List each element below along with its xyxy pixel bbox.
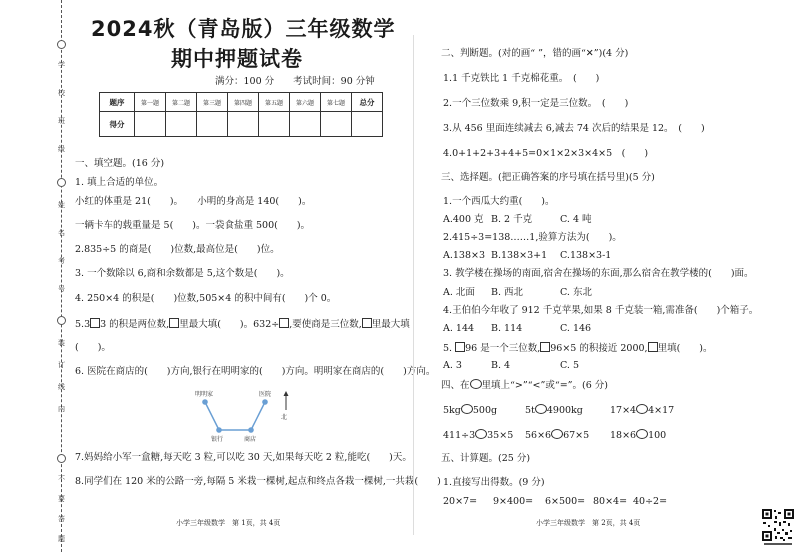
binding-char: 考 [58, 257, 65, 265]
choice-5-option-b: B. 4 [491, 360, 511, 371]
map-route [205, 402, 219, 430]
binding-char: 校 [58, 89, 65, 97]
qr-code-icon [761, 508, 795, 546]
compare-left: 5kg [443, 405, 461, 416]
binding-char: 订 [58, 361, 65, 369]
compare-left: 5t [525, 405, 535, 416]
choice-1-option-c: C. 4 吨 [560, 214, 592, 225]
compare-item [610, 429, 666, 442]
compare-blank[interactable] [475, 429, 487, 439]
map-point-hospital [262, 399, 268, 405]
binding-char: 号 [58, 285, 65, 293]
score-cell: 得分 [100, 112, 135, 137]
calc-item[interactable]: 9×400= [493, 496, 534, 507]
blank-box[interactable] [648, 342, 658, 352]
choice-5-option-a: A. 3 [443, 360, 462, 371]
question-3: 3. 一个数除以 6,商和余数都是 5,这个数是( )。 [75, 268, 290, 279]
page-title: 2024秋（青岛版）三年级数学 [91, 17, 396, 41]
score-input-cell[interactable] [166, 112, 197, 137]
score-cell: 第七题 [321, 93, 352, 112]
compare-item [610, 404, 674, 417]
compare-item [525, 429, 589, 442]
map-label-shop: 商店 [244, 436, 257, 443]
compare-right: 4900kg [546, 405, 583, 416]
binding-char: 不 [58, 475, 65, 483]
map-point-bank [216, 427, 222, 433]
binding-hole [57, 454, 66, 463]
score-input-cell[interactable] [321, 112, 352, 137]
binding-char: 答 [58, 515, 65, 523]
question-6: 6. 医院在商店的( )方向,银行在明明家的( )方向。明明家在商店的( )方向。 [75, 366, 436, 377]
question-1: 1. 填上合适的单位。 [75, 177, 164, 188]
score-input-cell[interactable] [197, 112, 228, 137]
judge-3: 3.从 456 里面连续减去 6,减去 74 次后的结果是 12。 ( ) [443, 123, 705, 134]
binding-hole [57, 316, 66, 325]
binding-hole [57, 178, 66, 187]
binding-char: 姓 [58, 201, 65, 209]
score-cell: 题序 [100, 93, 135, 112]
calc-item[interactable]: 80×4= [593, 496, 628, 507]
judge-2: 2.一个三位数乘 9,积一定是三位数。 ( ) [443, 98, 629, 109]
question-2: 2.835÷5 的商是( )位数,最高位是( )位。 [75, 244, 280, 255]
score-table [99, 92, 383, 137]
compare-right: 500g [472, 405, 498, 416]
score-cell: 第六题 [290, 93, 321, 112]
compare-blank[interactable] [636, 404, 648, 414]
question-1b: 一辆卡车的载重量是 5( )。一袋食盐重 500( )。 [75, 220, 311, 231]
north-label: 北 [281, 414, 288, 421]
compare-left: 18×6 [610, 430, 637, 441]
compare-blank[interactable] [551, 429, 563, 439]
question-4: 4. 250×4 的积是( )位数,505×4 的积中间有( )个 0。 [75, 293, 337, 304]
compare-oval-icon [470, 379, 482, 389]
sec4-text: 四、在 [441, 380, 470, 391]
choice-4-option-c: C. 146 [560, 323, 592, 334]
page-footer-left: 小学三年级数学 第 1页，共 4页 [176, 519, 281, 527]
choice-4: 4.王伯伯今年收了 912 千克苹果,如果 8 千克装一箱,需准备( )个箱子。 [443, 305, 759, 316]
map-point-shop [248, 427, 254, 433]
score-input-cell[interactable] [290, 112, 321, 137]
choice-4-option-b: B. 114 [491, 323, 523, 334]
blank-box[interactable] [279, 318, 289, 328]
choice-5-option-c: C. 5 [560, 360, 580, 371]
c5-text: 96×5 的积接近 2000, [550, 343, 648, 354]
compare-left: 17×4 [610, 405, 637, 416]
q5-text: 3 的积是两位数, [100, 319, 170, 330]
choice-1: 1.一个西瓜大约重( )。 [443, 196, 555, 207]
compare-left: 411÷3 [443, 430, 476, 441]
question-5-line2: ( )。 [75, 342, 111, 353]
blank-box[interactable] [169, 318, 179, 328]
binding-char: 名 [58, 229, 65, 237]
direction-map [185, 388, 295, 444]
blank-box[interactable] [90, 318, 100, 328]
compare-item [525, 404, 583, 417]
score-table-score-row [100, 112, 383, 137]
compare-right: 67×5 [563, 430, 590, 441]
score-cell: 第二题 [166, 93, 197, 112]
map-label-bank: 银行 [211, 436, 224, 443]
calc-intro: 1.直接写出得数。(9 分) [443, 477, 545, 488]
binding-char: 级 [58, 145, 65, 153]
judge-4: 4.0+1+2+3+4+5=0×1×2×3×4×5 ( ) [443, 148, 649, 159]
binding-margin [0, 0, 70, 552]
section-3-title: 三、选择题。(把正确答案的序号填在括号里)(5 分) [441, 172, 655, 183]
column-divider [413, 35, 414, 535]
compare-blank[interactable] [461, 404, 473, 414]
score-input-cell[interactable] [352, 112, 383, 137]
c5-text: 96 是一个三位数, [465, 343, 541, 354]
question-8: 8.同学们在 120 米的公路一旁,每隔 5 米栽一棵树,起点和终点各栽一棵树,一共栽( ) [75, 476, 441, 487]
choice-2: 2.415÷3=138……1,验算方法为( )。 [443, 232, 622, 243]
compare-right: 100 [648, 430, 667, 441]
score-cell: 总分 [352, 93, 383, 112]
sec4-text: 里填上“>”“<”或“=”。(6 分) [481, 380, 609, 391]
compare-blank[interactable] [535, 404, 547, 414]
choice-3: 3. 教学楼在操场的南面,宿舍在操场的东面,那么宿舍在教学楼的( )面。 [443, 268, 754, 279]
choice-3-option-b: B. 西北 [491, 287, 524, 298]
choice-2-option-b: B.138×3+1 [491, 250, 548, 261]
blank-box[interactable] [362, 318, 372, 328]
blank-box[interactable] [455, 342, 465, 352]
choice-3-option-a: A. 北面 [443, 287, 475, 298]
binding-char: 班 [58, 117, 65, 125]
blank-box[interactable] [540, 342, 550, 352]
page-subtitle: 期中押题试卷 [171, 47, 303, 71]
section-5-title: 五、计算题。(25 分) [441, 453, 531, 464]
calc-item[interactable]: 20×7= [443, 496, 478, 507]
score-input-cell[interactable] [259, 112, 290, 137]
score-cell: 第五题 [259, 93, 290, 112]
choice-2-option-a: A.138×3 [443, 250, 486, 261]
page-footer-right: 小学三年级数学 第 2页，共 4页 [536, 519, 641, 527]
binding-char: 要 [58, 495, 65, 503]
q5-text: ,要使商是三位数, [289, 319, 362, 330]
score-cell: 第四题 [228, 93, 259, 112]
map-label-hospital: 医院 [259, 391, 272, 398]
binding-char: 学 [58, 61, 65, 69]
q5-text: 里最大填 [371, 319, 410, 330]
compare-item [443, 404, 497, 417]
compare-item [443, 429, 513, 442]
map-route [251, 402, 265, 430]
choice-2-option-c: C.138×3-1 [560, 250, 612, 261]
choice-4-option-a: A. 144 [443, 323, 475, 334]
score-input-cell[interactable] [135, 112, 166, 137]
choice-5 [443, 342, 713, 355]
binding-hole [57, 40, 66, 49]
compare-left: 56×6 [525, 430, 552, 441]
section-1-title: 一、填空题。(16 分) [75, 158, 165, 169]
choice-3-option-c: C. 东北 [560, 287, 592, 298]
choice-1-option-b: B. 2 千克 [491, 214, 533, 225]
map-label-home: 明明家 [195, 391, 214, 398]
section-2-title: 二、判断题。(对的画“ ”，错的画“✕”)(4 分) [441, 48, 629, 59]
question-7: 7.妈妈给小军一盒糖,每天吃 3 粒,可以吃 30 天,如果每天吃 2 粒,能吃( )天。 [75, 452, 412, 463]
section-4-title [441, 379, 608, 392]
score-cell: 第一题 [135, 93, 166, 112]
exam-info: 满分：100 分 考试时间：90 分钟 [215, 76, 375, 87]
binding-char: 线 [58, 383, 65, 391]
calc-item[interactable]: 40÷2= [633, 496, 668, 507]
question-1a: 小红的体重是 21( )。 小明的身高是 140( )。 [75, 196, 312, 207]
north-arrow-icon [284, 391, 289, 396]
compare-right: 4×17 [648, 405, 675, 416]
binding-char: 题 [58, 535, 65, 543]
judge-1: 1.1 千克铁比 1 千克棉花重。 ( ) [443, 73, 600, 84]
map-point-home [202, 399, 208, 405]
choice-1-option-a: A.400 克 [443, 214, 484, 225]
c5-text: 5. [443, 343, 453, 354]
score-cell: 第三题 [197, 93, 228, 112]
q5-text: 5.3 [75, 319, 91, 330]
binding-char: 装 [58, 339, 65, 347]
q5-text: 里最大填( )。632÷ [179, 319, 280, 330]
compare-right: 35×5 [487, 430, 514, 441]
score-input-cell[interactable] [228, 112, 259, 137]
calc-item[interactable]: 6×500= [545, 496, 586, 507]
score-table-header-row [100, 93, 383, 112]
binding-dashed-line [61, 0, 62, 552]
question-5 [75, 318, 410, 331]
c5-text: 里填( )。 [657, 343, 713, 354]
binding-char: 内 [58, 405, 65, 413]
compare-blank[interactable] [636, 429, 648, 439]
